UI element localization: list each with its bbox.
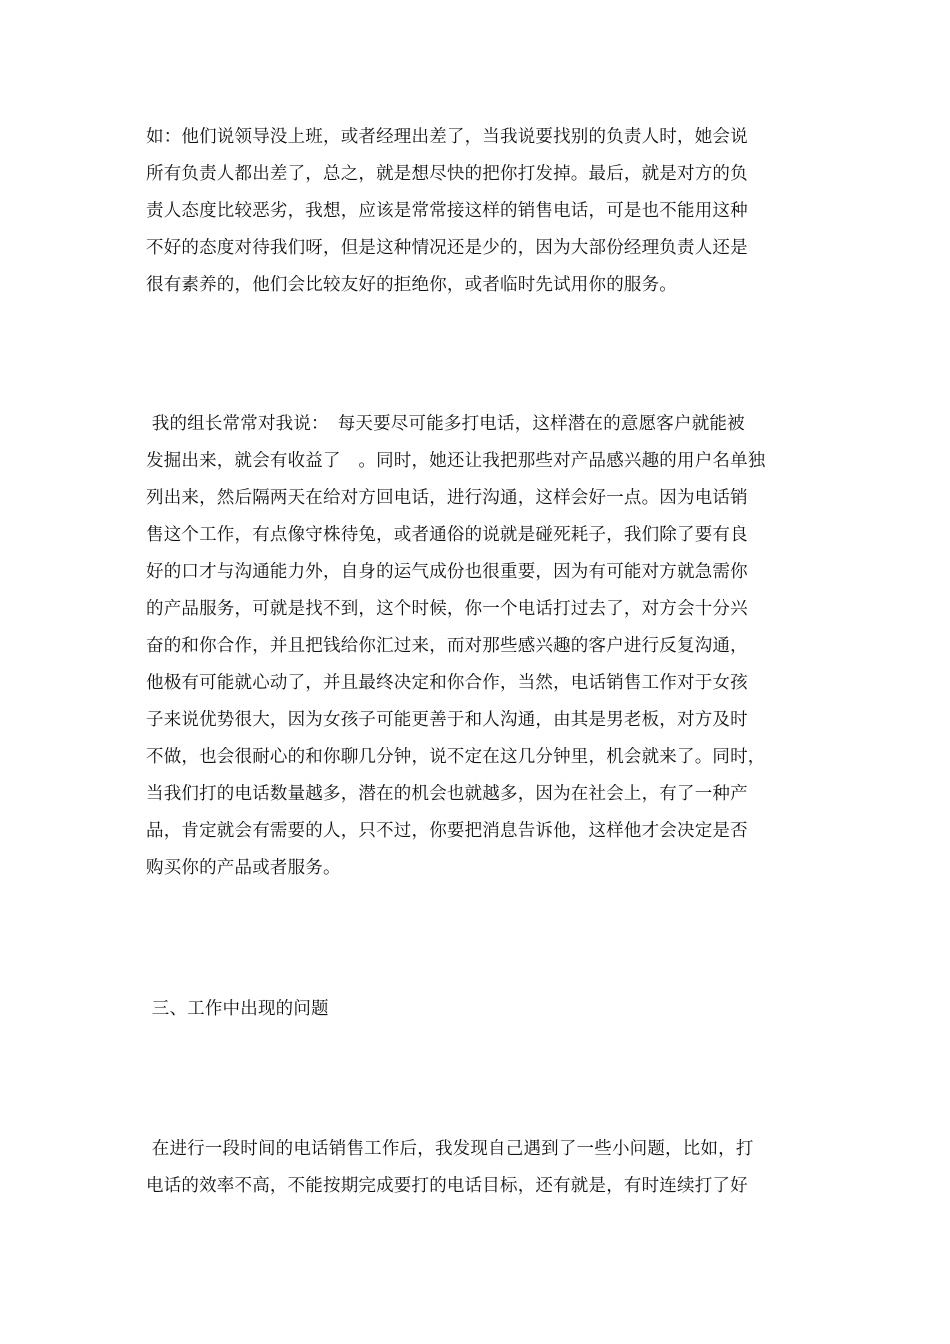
section-heading: 三、工作中出现的问题 [146, 999, 329, 1019]
paragraph-3-line-2: 电话的效率不高，不能按期完成要打的电话目标，还有就是，有时连续打了好 [146, 1176, 748, 1196]
paragraph-1-line-2: 所有负责人都出差了，总之，就是想尽快的把你打发掉。最后，就是对方的负 [146, 164, 748, 184]
paragraph-2-line-8: 他极有可能就心动了，并且最终决定和你合作，当然，电话销售工作对于女孩 [146, 673, 748, 693]
paragraph-2-line-1: 我的组长常常对我说： 每天要尽可能多打电话，这样潜在的意愿客户就能被 [146, 414, 745, 434]
paragraph-2-line-2: 发掘出来，就会有收益了 。同时，她还让我把那些对产品感兴趣的用户名单独 [146, 451, 766, 471]
paragraph-2-line-9: 子来说优势很大，因为女孩子可能更善于和人沟通，由其是男老板，对方及时 [146, 710, 748, 730]
paragraph-2-line-5: 好的口才与沟通能力外，自身的运气成份也很重要，因为有可能对方就急需你 [146, 562, 748, 582]
paragraph-2-line-3: 列出来，然后隔两天在给对方回电话，进行沟通，这样会好一点。因为电话销 [146, 488, 748, 508]
paragraph-2-line-7: 奋的和你合作，并且把钱给你汇过来，而对那些感兴趣的客户进行反复沟通， [146, 636, 748, 656]
paragraph-1-line-4: 不好的态度对待我们呀，但是这种情况还是少的，因为大部份经理负责人还是 [146, 238, 748, 258]
paragraph-1-line-5: 很有素养的，他们会比较友好的拒绝你，或者临时先试用你的服务。 [146, 275, 677, 295]
paragraph-2-line-12: 品，肯定就会有需要的人，只不过，你要把消息告诉他，这样他才会决定是否 [146, 821, 748, 841]
paragraph-1-line-3: 责人态度比较恶劣，我想，应该是常常接这样的销售电话，可是也不能用这种 [146, 201, 748, 221]
paragraph-2-line-10: 不做，也会很耐心的和你聊几分钟，说不定在这几分钟里，机会就来了。同时， [146, 747, 766, 767]
paragraph-3-line-1: 在进行一段时间的电话销售工作后，我发现自己遇到了一些小问题，比如，打 [146, 1139, 754, 1159]
paragraph-2-line-13: 购买你的产品或者服务。 [146, 858, 341, 878]
paragraph-1-line-1: 如：他们说领导没上班，或者经理出差了，当我说要找别的负责人时，她会说 [146, 127, 748, 147]
paragraph-2-line-6: 的产品服务，可就是找不到，这个时候，你一个电话打过去了，对方会十分兴 [146, 599, 748, 619]
paragraph-2-line-4: 售这个工作，有点像守株待兔，或者通俗的说就是碰死耗子，我们除了要有良 [146, 525, 748, 545]
paragraph-2-line-11: 当我们打的电话数量越多，潜在的机会也就越多，因为在社会上，有了一种产 [146, 784, 748, 804]
